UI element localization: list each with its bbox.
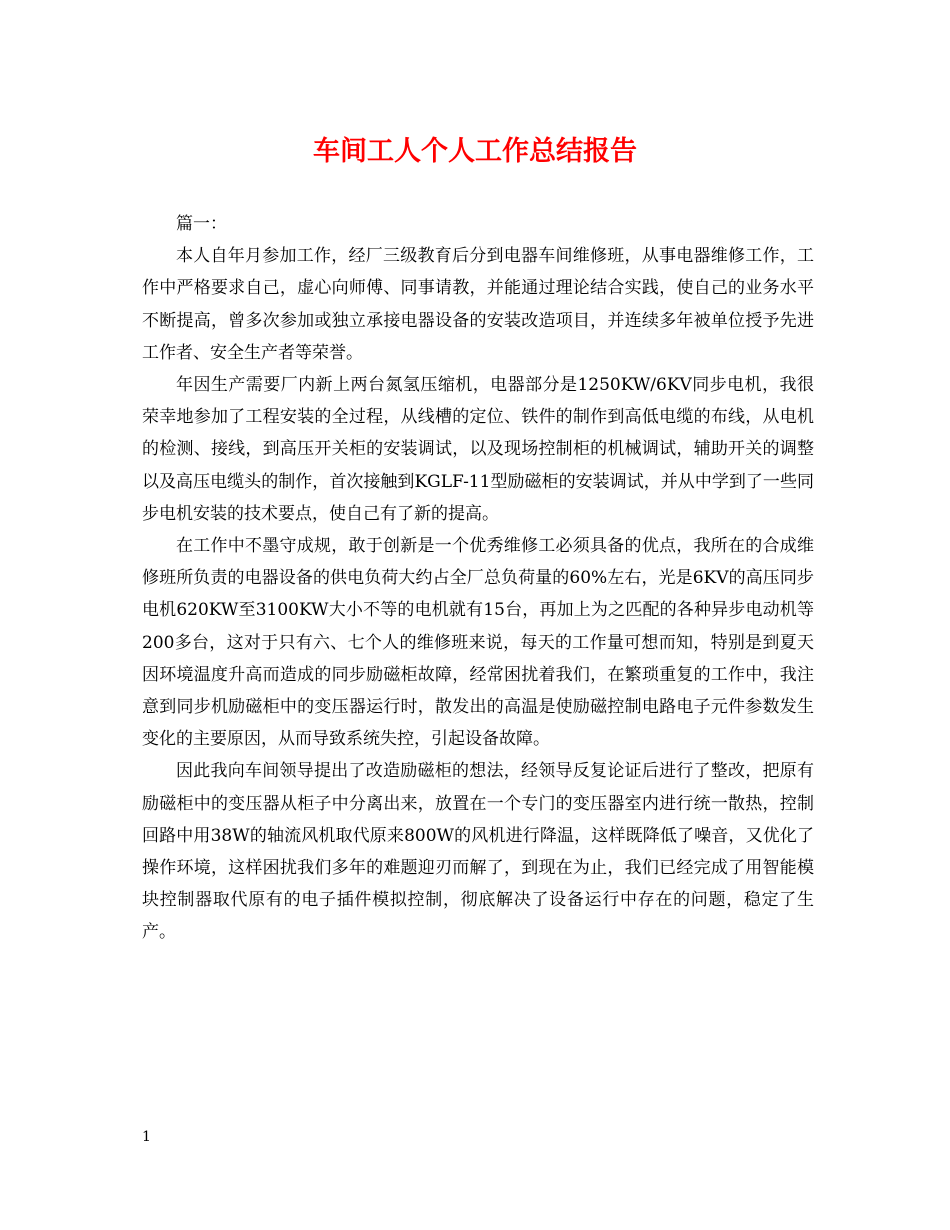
body-paragraph: 本人自年月参加工作，经厂三级教育后分到电器车间维修班，从事电器维修工作，工作中严格要求自己，虚心向师傅、同事请教，并能通过理论结合实践，使自己的业务水平不断提高，曾多次参加或独立承接电器设备的安装改造项目，并连续多年被单位授予先进工作者、安全生产者等荣誉。: [142, 246, 814, 363]
body-paragraph: 在工作中不墨守成规，敢于创新是一个优秀维修工必须具备的优点，我所在的合成维修班所负责的电器设备的供电负荷大约占全厂总负荷量的60%左右，光是6KV的高压同步电机620KW至3100KW大小不等的电机就有15台，再加上为之匹配的各种异步电动机等200多台，这对于只有六、七个人的维修班来说，每天的工作量可想而知，特别是到夏天因环境温度升高而造成的同步励磁柜故障，经常困扰着我们，在繁琐重复的工作中，我注意到同步机励磁柜中的变压器运行时，散发出的高温是使励磁控制电路电子元件参数发生变化的主要原因，从而导致系统失控，引起设备故障。: [142, 536, 814, 750]
body-paragraph: 年因生产需要厂内新上两台氮氢压缩机，电器部分是1250KW/6KV同步电机，我很荣幸地参加了工程安装的全过程，从线槽的定位、铁件的制作到高低电缆的布线，从电机的检测、接线，到高压开关柜的安装调试，以及现场控制柜的机械调试，辅助开关的调整以及高压电缆头的制作，首次接触到KGLF-11型励磁柜的安装调试，并从中学到了一些同步电机安装的技术要点，使自己有了新的提高。: [142, 375, 814, 524]
document-title: 车间工人个人工作总结报告: [313, 136, 637, 167]
document-body: [142, 208, 814, 949]
body-paragraph: 因此我向车间领导提出了改造励磁柜的想法，经领导反复论证后进行了整改，把原有励磁柜中的变压器从柜子中分离出来，放置在一个专门的变压器室内进行统一散热，控制回路中用38W的轴流风机取代原来800W的风机进行降温，这样既降低了噪音，又优化了操作环境，这样困扰我们多年的难题迎刃而解了，到现在为止，我们已经完成了用智能模块控制器取代原有的电子插件模拟控制，彻底解决了设备运行中存在的问题，稳定了生产。: [142, 761, 814, 943]
section-heading: 篇一：: [176, 214, 227, 234]
page-number: 1: [142, 1129, 151, 1145]
